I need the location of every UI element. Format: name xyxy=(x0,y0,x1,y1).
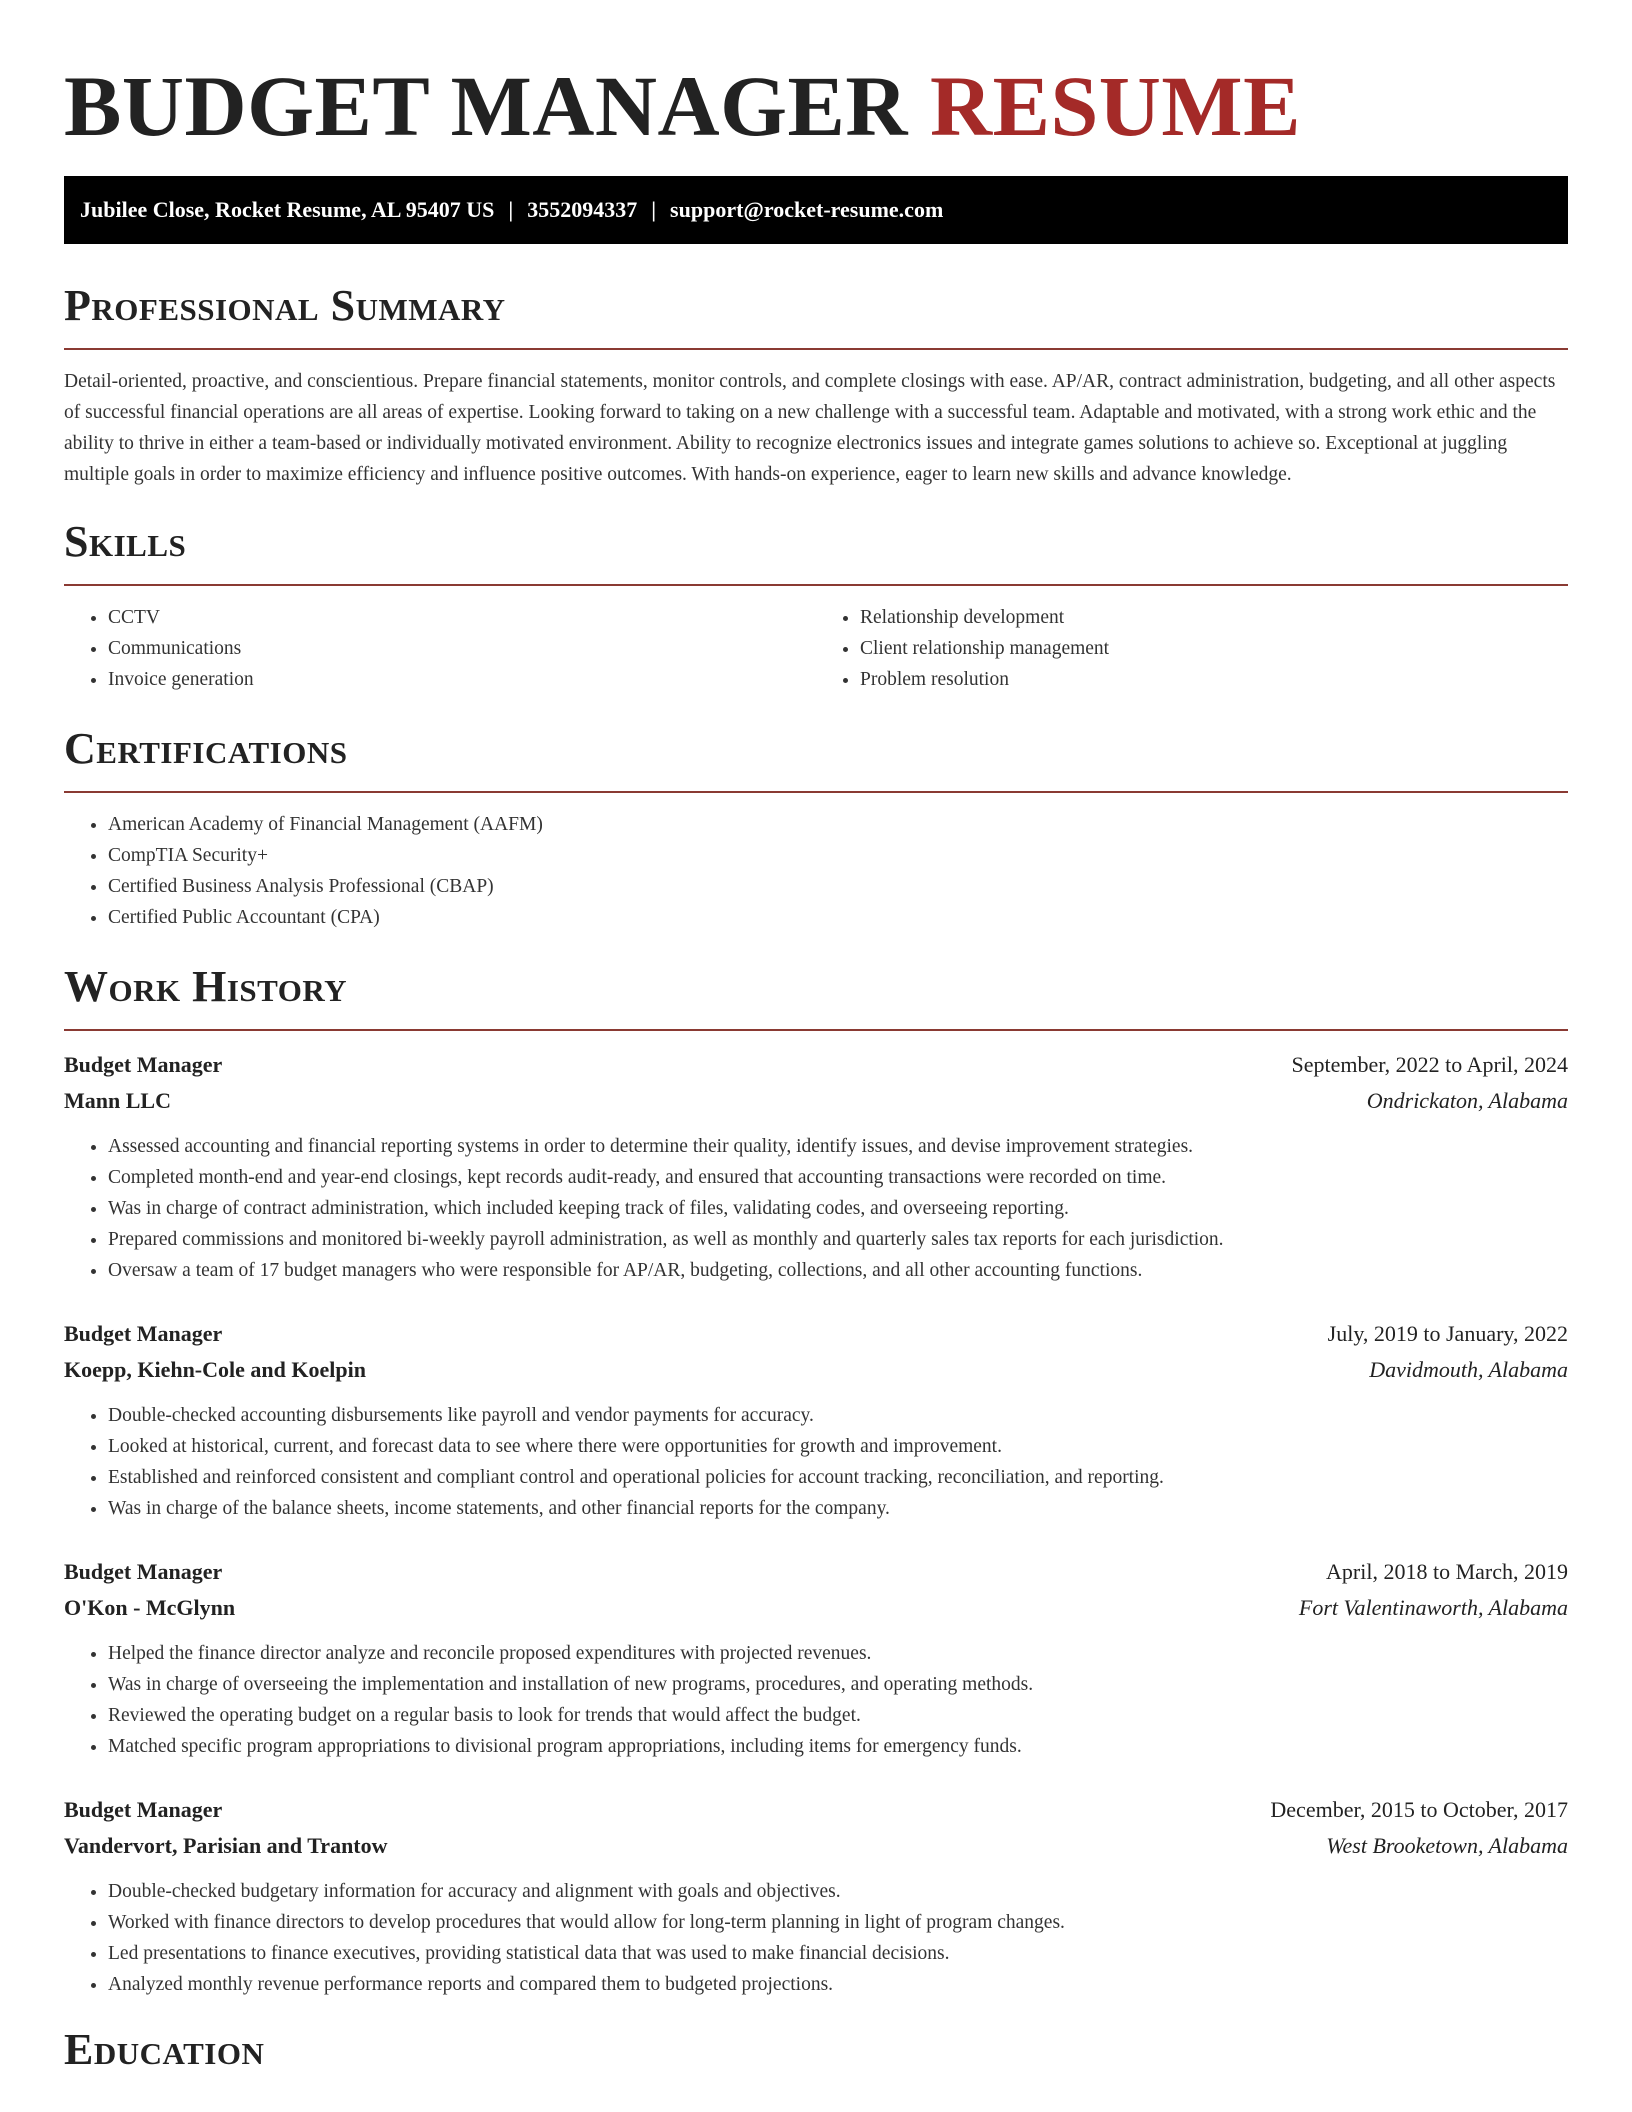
skills-grid xyxy=(64,602,1568,695)
skill-item: • Problem resolution xyxy=(860,664,1568,695)
job-bullets xyxy=(64,1131,1568,1286)
contact-address: Jubilee Close, Rocket Resume, AL 95407 US xyxy=(80,197,495,222)
section-heading-education: Education xyxy=(64,2025,265,2074)
job-dates: September, 2022 to April, 2024 xyxy=(1291,1052,1568,1077)
contact-email[interactable]: support@rocket-resume.com xyxy=(670,197,944,222)
job-bullet: • Double-checked accounting disbursements like payroll and vendor payments for accuracy. xyxy=(108,1400,1568,1431)
job-header-row xyxy=(64,1316,1568,1352)
job-bullet: • Analyzed monthly revenue performance reports and compared them to budgeted projections. xyxy=(108,1969,1568,2000)
skills-section xyxy=(64,514,1568,695)
job-bullet: • Helped the finance director analyze and reconcile proposed expenditures with projected revenues. xyxy=(108,1638,1568,1669)
education-section xyxy=(64,2022,1568,2078)
resume-title xyxy=(64,0,1568,156)
job-entry xyxy=(64,1047,1568,1286)
job-dates: July, 2019 to January, 2022 xyxy=(1327,1321,1568,1346)
job-bullet: • Led presentations to finance executives, providing statistical data that was used to make financial decisions. xyxy=(108,1938,1568,1969)
summary-section xyxy=(64,278,1568,490)
skill-item: • Client relationship management xyxy=(860,633,1568,664)
skill-item: • Invoice generation xyxy=(108,664,816,695)
title-accent: RESUME xyxy=(930,58,1301,154)
work-history-section xyxy=(64,959,1568,2000)
job-header-row xyxy=(64,1047,1568,1083)
title-main: BUDGET MANAGER xyxy=(64,58,908,154)
section-heading-work-history: Work History xyxy=(64,962,348,1011)
job-bullet: • Oversaw a team of 17 budget managers who were responsible for AP/AR, budgeting, collections, and all other accounting functions. xyxy=(108,1255,1568,1286)
contact-bar xyxy=(64,176,1568,244)
job-location: Ondrickaton, Alabama xyxy=(1366,1088,1568,1113)
contact-separator: | xyxy=(651,197,657,222)
job-bullet: • Prepared commissions and monitored bi-weekly payroll administration, as well as monthly and quarterly sales tax reports for each jurisdiction. xyxy=(108,1224,1568,1255)
job-title: Budget Manager xyxy=(64,1052,223,1077)
job-bullet: • Was in charge of overseeing the implementation and installation of new programs, procedures, and operating methods. xyxy=(108,1669,1568,1700)
contact-separator: | xyxy=(508,197,514,222)
job-bullet: • Worked with finance directors to develop procedures that would allow for long-term planning in light of program changes. xyxy=(108,1907,1568,1938)
skill-item: • Communications xyxy=(108,633,816,664)
job-bullets xyxy=(64,1876,1568,2000)
job-bullet: • Established and reinforced consistent and compliant control and operational policies for account tracking, reconciliation, and reporting. xyxy=(108,1462,1568,1493)
section-divider xyxy=(64,584,1568,586)
job-bullet: • Assessed accounting and financial reporting systems in order to determine their quality, identify issues, and devise improvement strategies. xyxy=(108,1131,1568,1162)
section-heading-skills: Skills xyxy=(64,517,187,566)
section-heading-certifications: Certifications xyxy=(64,724,348,773)
job-entry xyxy=(64,1316,1568,1524)
section-heading-summary: Professional Summary xyxy=(64,281,506,330)
job-company: O'Kon - McGlynn xyxy=(64,1595,236,1620)
section-divider xyxy=(64,791,1568,793)
job-company-row xyxy=(64,1590,1568,1626)
certification-item: • CompTIA Security+ xyxy=(108,840,1568,871)
job-company-row xyxy=(64,1352,1568,1388)
job-bullet: • Reviewed the operating budget on a regular basis to look for trends that would affect the budget. xyxy=(108,1700,1568,1731)
job-title: Budget Manager xyxy=(64,1797,223,1822)
section-divider xyxy=(64,1029,1568,1031)
job-location: Fort Valentinaworth, Alabama xyxy=(1298,1595,1568,1620)
job-company-row xyxy=(64,1828,1568,1864)
job-bullet: • Looked at historical, current, and forecast data to see where there were opportunities for growth and improvement. xyxy=(108,1431,1568,1462)
job-entry xyxy=(64,1554,1568,1762)
certification-item: • American Academy of Financial Management (AAFM) xyxy=(108,809,1568,840)
job-location: West Brooketown, Alabama xyxy=(1326,1833,1568,1858)
job-entry xyxy=(64,1792,1568,2000)
job-company-row xyxy=(64,1083,1568,1119)
contact-phone[interactable]: 3552094337 xyxy=(527,197,638,222)
job-bullet: • Was in charge of contract administration, which included keeping track of files, validating codes, and overseeing reporting. xyxy=(108,1193,1568,1224)
certification-item: • Certified Business Analysis Professional (CBAP) xyxy=(108,871,1568,902)
job-company: Vandervort, Parisian and Trantow xyxy=(64,1833,388,1858)
job-bullets xyxy=(64,1638,1568,1762)
job-location: Davidmouth, Alabama xyxy=(1369,1357,1568,1382)
job-title: Budget Manager xyxy=(64,1321,223,1346)
job-dates: April, 2018 to March, 2019 xyxy=(1326,1559,1568,1584)
job-company: Mann LLC xyxy=(64,1088,171,1113)
job-bullet: • Was in charge of the balance sheets, income statements, and other financial reports for the company. xyxy=(108,1493,1568,1524)
skill-item: • CCTV xyxy=(108,602,816,633)
job-bullet: • Matched specific program appropriations to divisional program appropriations, including items for emergency funds. xyxy=(108,1731,1568,1762)
summary-text: Detail-oriented, proactive, and conscientious. Prepare financial statements, monitor controls, and complete closings with ease. AP/AR, contract administration, budgeting, and all other aspects of successful financial operations are all areas of expertise. Looking forward to taking on a new challenge with a successful team. Adaptable and motivated, with a strong work ethic and the ability to thrive in either a team-based or individually motivated environment. Ability to recognize electronics issues and integrate games solutions to achieve so. Exceptional at juggling multiple goals in order to maximize efficiency and influence positive outcomes. With hands-on experience, eager to learn new skills and advance knowledge. xyxy=(64,371,1556,485)
certifications-section xyxy=(64,721,1568,933)
section-divider xyxy=(64,348,1568,350)
job-bullet: • Double-checked budgetary information for accuracy and alignment with goals and objectives. xyxy=(108,1876,1568,1907)
job-dates: December, 2015 to October, 2017 xyxy=(1270,1797,1568,1822)
job-company: Koepp, Kiehn-Cole and Koelpin xyxy=(64,1357,366,1382)
job-title: Budget Manager xyxy=(64,1559,223,1584)
skills-list-left xyxy=(64,602,816,695)
job-header-row xyxy=(64,1792,1568,1828)
job-bullets xyxy=(64,1400,1568,1524)
skill-item: • Relationship development xyxy=(860,602,1568,633)
job-header-row xyxy=(64,1554,1568,1590)
certifications-list xyxy=(64,809,1568,933)
skills-list-right xyxy=(816,602,1568,695)
certification-item: • Certified Public Accountant (CPA) xyxy=(108,902,1568,933)
job-bullet: • Completed month-end and year-end closings, kept records audit-ready, and ensured that accounting transactions were recorded on time. xyxy=(108,1162,1568,1193)
